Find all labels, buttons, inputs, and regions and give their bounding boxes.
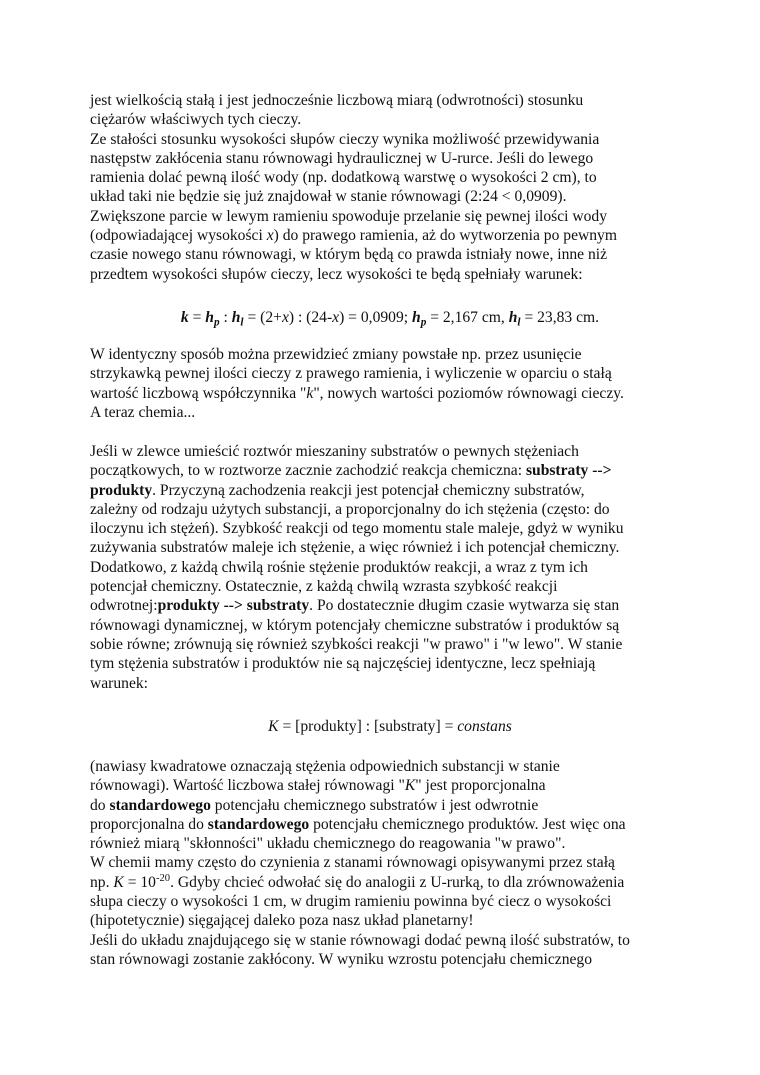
formula-symbol-x: x [332, 309, 340, 326]
formula-symbol-h: h [231, 309, 241, 326]
text-segment: proporcjonalna do [90, 815, 208, 833]
text-line: ciężarów właściwych tych cieczy. [90, 111, 302, 129]
formula-equilibrium-constant [90, 716, 690, 738]
formula-text: = [produkty] : [substraty] = [278, 718, 458, 735]
formula-text: = [188, 309, 206, 326]
bold-term: produkty [90, 481, 153, 499]
text-line: równowagi dynamicznej, w którym potencjały chemiczne substratów i produktów są [90, 616, 620, 634]
text-segment: wartość liczbową współczynnika " [90, 384, 307, 402]
text-line: stan równowagi zostanie zakłócony. W wyniku wzrostu potencjału chemicznego [90, 950, 593, 968]
text-line [90, 796, 690, 815]
text-line: również miarą "skłonności" układu chemicznego do reagowania "w prawo". [90, 835, 566, 853]
paragraph-u-tube-balance [90, 91, 690, 284]
text-segment: równowagi). Wartość liczbowa stałej równowagi " [90, 777, 405, 795]
text-line: słupa cieczy o wysokości 1 cm, w drugim ramieniu powinna być ciecz o wysokości [90, 893, 612, 911]
text-line: (nawiasy kwadratowe oznaczają stężenia odpowiednich substancji w stanie [90, 758, 560, 775]
formula-subscript-l: l [240, 316, 244, 329]
formula-symbol-h: h [205, 309, 214, 326]
formula-height-ratio [90, 307, 690, 329]
text-segment: odwrotnej: [90, 597, 158, 615]
paragraph-equilibrium-constant [90, 757, 690, 969]
formula-text: = (2+ [243, 309, 282, 326]
text-segment: potencjału chemicznego substratów i jest odwrotnie [210, 796, 539, 814]
formula-text: = 2,167 cm, [426, 309, 509, 326]
text-line [90, 873, 690, 892]
text-segment: ", nowych wartości poziomów równowagi cieczy. [313, 384, 624, 402]
text-segment: np. [90, 873, 114, 891]
text-line: W identyczny sposób można przewidzieć zmiany powstałe np. przez usunięcie [90, 346, 582, 363]
text-line: czasie nowego stanu równowagi, w którym będą co prawda istniały nowe, inne niż [90, 246, 608, 264]
text-line: zależny od rodzaju użytych substancji, a proporcjonalny do ich stężenia (często: do [90, 500, 610, 518]
variable-K: K [113, 873, 124, 891]
text-line: Dodatkowo, z każdą chwilą rośnie stężenie produktów reakcji, a wraz z tym ich [90, 558, 588, 576]
text-line: (hipotetycznie) sięgającej daleko poza nasz układ planetarny! [90, 912, 474, 930]
variable-K: K [404, 777, 416, 795]
formula-subscript-l: l [517, 316, 521, 329]
formula-subscript-p: p [213, 316, 220, 329]
text-line [90, 226, 690, 245]
text-line: Jeśli do układu znajdującego się w stanie równowagi dodać pewną ilość substratów, to [90, 931, 630, 949]
text-line: potencjał chemiczny. Ostatecznie, z każdą chwilą wzrasta szybkość reakcji [90, 578, 558, 596]
text-line: jest wielkością stałą i jest jednocześnie liczbową miarą (odwrotności) stosunku [90, 92, 584, 109]
formula-subscript-p: p [420, 316, 427, 329]
text-segment: " jest proporcjonalna [415, 777, 546, 795]
formula-text: : [219, 309, 232, 326]
formula-text: ) = 0,0909; [339, 309, 412, 326]
text-line: zużywania substratów maleje ich stężenie, a więc również i ich potencjał chemiczny. [90, 539, 620, 557]
text-line: tym stężenia substratów i produktów nie są najczęściej identyczne, lecz spełniają [90, 655, 596, 673]
text-segment: potencjału chemicznego produktów. Jest więc ona [309, 815, 626, 833]
formula-text: ) : (24- [288, 309, 333, 326]
text-line: strzykawką pewnej ilości cieczy z prawego ramienia, i wyliczenie w oparciu o stałą [90, 365, 612, 383]
text-line: następstw zakłócenia stanu równowagi hydraulicznej w U-rurce. Jeśli do lewego [90, 149, 594, 167]
text-line [90, 461, 690, 480]
formula-symbol-x: x [281, 309, 289, 326]
text-segment: (odpowiadającej wysokości [90, 227, 267, 245]
text-segment: . Po dostatecznie długim czasie wytwarza się stan [309, 597, 620, 615]
text-line [90, 815, 690, 834]
formula-symbol-K: K [268, 718, 279, 735]
text-segment: . Przyczyną zachodzenia reakcji jest potencjał chemiczny substratów, [152, 481, 585, 499]
formula-symbol-h: h [508, 309, 518, 326]
text-line [90, 481, 690, 500]
paragraph-syringe-example [90, 345, 690, 422]
formula-constans: constans [457, 718, 512, 735]
text-segment: do [90, 796, 110, 814]
variable-x: x [266, 227, 274, 245]
text-line [90, 384, 690, 403]
text-line [90, 776, 690, 795]
text-line: układ taki nie będzie się już znajdował w stanie równowagi (2:24 < 0,0909). [90, 188, 567, 206]
text-segment: ) do prawego ramienia, aż do wytworzenia po pewnym [273, 227, 617, 245]
text-line: W chemii mamy często do czynienia z stanami równowagi opisywanymi przez stałą [90, 854, 615, 872]
text-line: sobie równe; zrównują się również szybkości reakcji "w prawo" i "w lewo". W stanie [90, 635, 623, 653]
text-line: przedtem wysokości słupów cieczy, lecz wysokości te będą spełniały warunek: [90, 265, 583, 283]
bold-term: produkty --> substraty [157, 597, 310, 615]
text-line: Jeśli w zlewce umieścić roztwór mieszaniny substratów o pewnych stężeniach [90, 443, 579, 460]
bold-term: standardowego [109, 796, 211, 814]
formula-symbol-h: h [412, 309, 421, 326]
text-segment: . Gdyby chcieć odwołać się do analogii z U-rurką, to dla zrównoważenia [170, 873, 625, 891]
formula-symbol-k: k [180, 309, 189, 326]
text-line: Zwiększone parcie w lewym ramieniu spowoduje przelanie się pewnej ilości wody [90, 207, 608, 225]
paragraph-chemical-equilibrium [90, 442, 690, 693]
text-line: Ze stałości stosunku wysokości słupów cieczy wynika możliwość przewidywania [90, 130, 600, 148]
text-line: A teraz chemia... [90, 403, 196, 421]
exponent: -20 [155, 872, 171, 884]
text-line [90, 596, 690, 615]
variable-k: k [306, 384, 314, 402]
formula-text: = 23,83 cm. [520, 309, 600, 326]
text-segment: początkowych, to w roztworze zacznie zachodzić reakcja chemiczna: [90, 462, 526, 480]
bold-term: standardowego [207, 815, 310, 833]
text-line: warunek: [90, 674, 149, 692]
text-line: iloczynu ich stężeń). Szybkość reakcji od tego momentu stale maleje, gdyż w wyniku [90, 520, 624, 538]
bold-term: substraty --> [525, 462, 612, 480]
text-line: ramienia dolać pewną ilość wody (np. dodatkową warstwę o wysokości 2 cm), to [90, 169, 597, 187]
text-segment: = 10 [123, 873, 156, 891]
